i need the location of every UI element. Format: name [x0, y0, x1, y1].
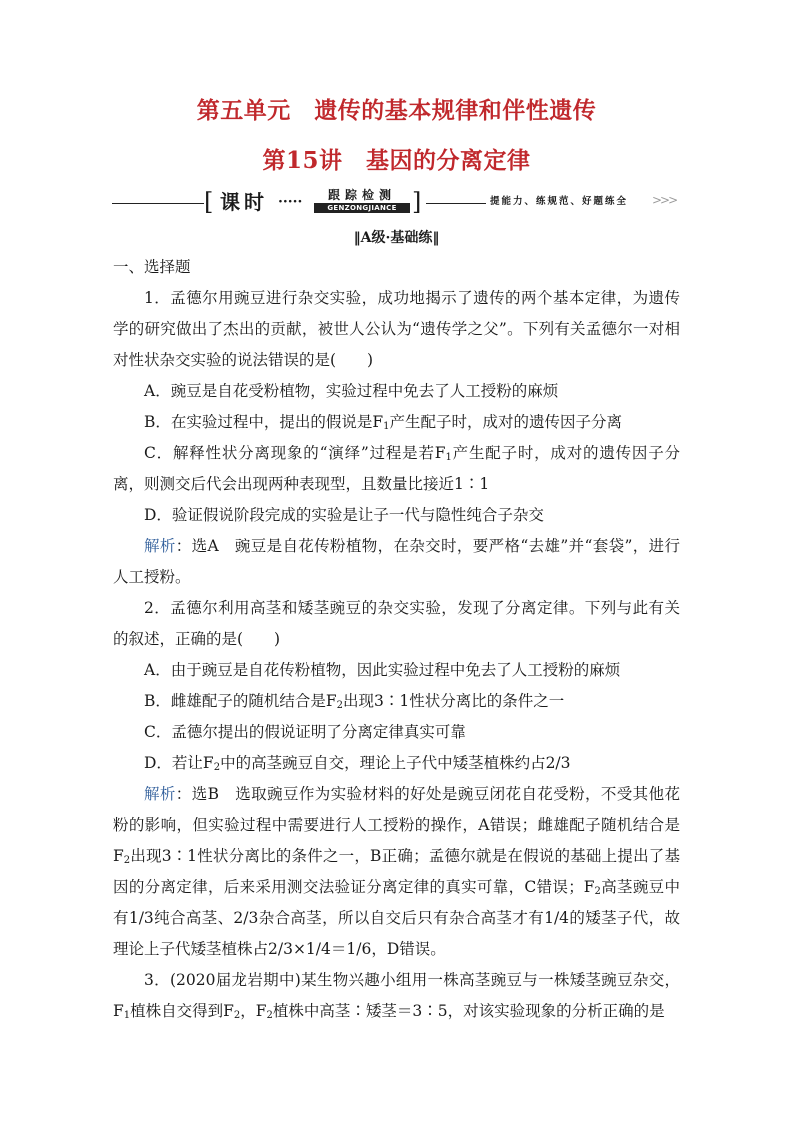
q1-stem: 1．孟德尔用豌豆进行杂交实验，成功地揭示了遗传的两个基本定律，为遗传学的研究做出了杰出的贡献，被世人公认为“遗传学之父”。下列有关孟德尔一对相对性状杂交实验的说法错误的是( )	[113, 289, 680, 369]
section-banner	[112, 188, 682, 216]
q1-option-b: B．在实验过程中，提出的假说是$F_1$产生配子时，成对的遗传因子分离	[144, 413, 623, 432]
q3-stem: 3．(2020届龙岩期中)某生物兴趣小组用一株高茎豌豆与一株矮茎豌豆杂交，$F_1$植株自交得到$F_2$，$F_2$植株中高茎∶矮茎＝3∶5，对该实验现象的分析正确的是	[113, 971, 680, 1021]
q2-analysis: 解析：选B 选取豌豆作为实验材料的好处是豌豆闭花自花受粉，不受其他花粉的影响，但实验过程中需要进行人工授粉的操作，A错误；雌雄配子随机结合是$F_2$出现3∶1性状分离比的条件之一，B正确；孟德尔就是在假说的基础上提出了基因的分离定律，后来采用测交法验证分离定律的真实可靠，C错误；$F_2$高茎豌豆中有1/3纯合高茎、2/3杂合高茎，所以自交后只有杂合高茎才有1/4的矮茎子代，故理论上子代矮茎植株占2/3×1/4＝1/6，D错误。	[113, 785, 680, 958]
q1-option-d: D．验证假说阶段完成的实验是让子一代与隐性纯合子杂交	[144, 506, 544, 524]
analysis-label: 解析	[144, 785, 176, 803]
banner-bracket-left: [	[204, 188, 214, 216]
banner-gzjc-cn: 跟踪检测	[327, 188, 396, 202]
q1-option-a: A．豌豆是自花受粉植物，实验过程中免去了人工授粉的麻烦	[144, 382, 559, 400]
q2-option-c: C．孟德尔提出的假说证明了分离定律真实可靠	[144, 723, 466, 741]
chevron-right-icon: >>>	[652, 193, 677, 207]
q2-stem: 2．孟德尔利用高茎和矮茎豌豆的杂交实验，发现了分离定律。下列与此有关的叙述，正确的是( )	[113, 599, 680, 648]
banner-divider-right	[426, 203, 486, 204]
q2-option-a: A．由于豌豆是自花传粉植物，因此实验过程中免去了人工授粉的麻烦	[144, 661, 621, 679]
banner-divider-left	[112, 203, 204, 204]
banner-gzjc-en: GENZONGJIANCE	[314, 203, 410, 213]
analysis-label: 解析	[144, 537, 176, 555]
banner-gzjc	[314, 188, 410, 213]
banner-bracket-right: ]	[412, 188, 422, 216]
banner-dots: ·····	[278, 194, 303, 210]
q1-option-c: C．解释性状分离现象的“演绎”过程是若$F_1$产生配子时，成对的遗传因子分离，则测交后代会出现两种表现型，且数量比接近1∶1	[113, 444, 680, 493]
unit-title: 第五单元 遗传的基本规律和伴性遗传	[196, 97, 597, 124]
section-heading: 一、选择题	[113, 258, 191, 276]
q2-option-b: B．雌雄配子的随机结合是$F_2$出现3∶1性状分离比的条件之一	[144, 692, 565, 711]
q1-analysis: 解析：选A 豌豆是自花传粉植物，在杂交时，要严格“去雄”并“套袋”，进行人工授粉。	[113, 537, 680, 586]
q2-option-d: D．若让$F_2$中的高茎豌豆自交，理论上子代中矮茎植株约占2/3	[144, 754, 571, 773]
lesson-title: 第15讲 基因的分离定律	[262, 147, 531, 174]
banner-keshi: 课时	[220, 190, 268, 214]
banner-slogan: 提能力、练规范、好题练全	[490, 196, 629, 207]
level-label: ‖A级·基础练‖	[353, 230, 440, 246]
